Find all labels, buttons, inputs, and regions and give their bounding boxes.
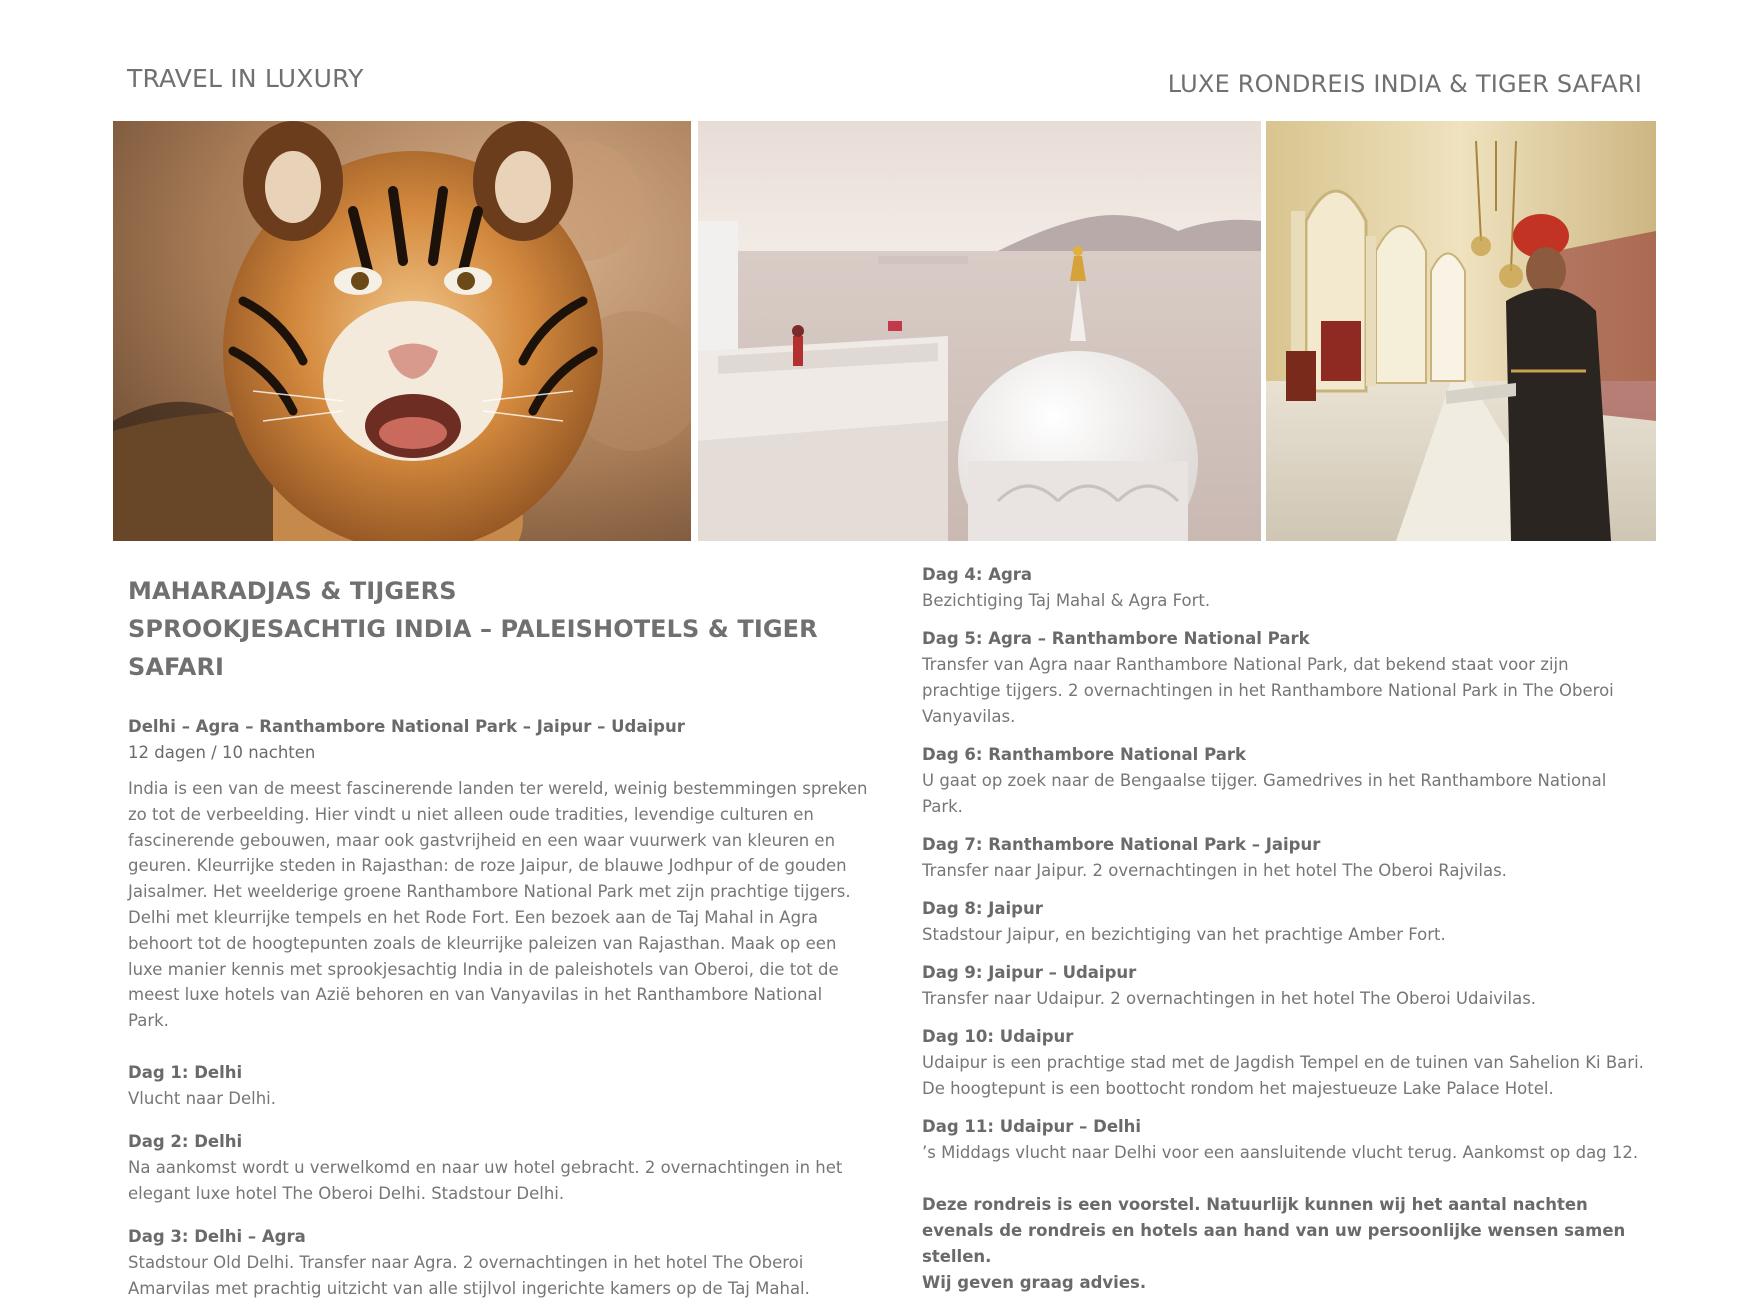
day-title: Dag 10: Udaipur xyxy=(922,1027,1074,1046)
day-title: Dag 2: Delhi xyxy=(128,1131,243,1151)
day-item xyxy=(922,832,1652,884)
day-item xyxy=(922,742,1652,820)
document-title: LUXE RONDREIS INDIA & TIGER SAFARI xyxy=(1167,70,1642,98)
day-item xyxy=(922,1024,1652,1102)
day-title: Dag 7: Ranthambore National Park – Jaipur xyxy=(922,835,1321,854)
main-heading xyxy=(128,572,868,686)
intro-text: India is een van de meest fascinerende landen ter wereld, weinig bestemmingen spreken zo tot de verbeelding. Hier vindt u niet alleen oude tradities, levendige culturen en fascinerende gebouwen, maar ook gastvrijheid en een waar vuurwerk van kleuren en geuren. Kleurrijke steden in Rajasthan: de roze Jaipur, de blauwe Jodhpur of de gouden Jaisalmer. Het weelderige groene Ranthambore National Park met zijn prachtige tijgers. Delhi met kleurrijke tempels en het Rode Fort. Een bezoek aan de Taj Mahal in Agra behoort tot de hoogtepunten zoals de kleurrijke paleizen van Rajasthan. Maak op een luxe manier kennis met sprookjesachtig India in de paleishotels van Oberoi, die tot de meest luxe hotels van Azië behoren en van Vanyavilas in het Ranthambore National Park. xyxy=(128,779,868,1031)
day-text: Transfer naar Jaipur. 2 overnachtingen in het hotel The Oberoi Rajvilas. xyxy=(922,861,1507,880)
day-text: Transfer naar Udaipur. 2 overnachtingen in het hotel The Oberoi Udaivilas. xyxy=(922,989,1537,1008)
day-item xyxy=(922,626,1652,730)
day-text: ’s Middags vlucht naar Delhi voor een aansluitende vlucht terug. Aankomst op dag 12. xyxy=(922,1143,1639,1162)
day-title: Dag 5: Agra – Ranthambore National Park xyxy=(922,629,1310,648)
lake-palace-photo xyxy=(698,121,1261,541)
day-text: Bezichtiging Taj Mahal & Agra Fort. xyxy=(922,591,1211,610)
day-title: Dag 9: Jaipur – Udaipur xyxy=(922,963,1137,982)
day-title: Dag 8: Jaipur xyxy=(922,899,1043,918)
heading-line-2: SPROOKJESACHTIG INDIA – PALEISHOTELS & TIGER SAFARI xyxy=(128,615,818,681)
day-item xyxy=(128,1224,868,1302)
day-item xyxy=(922,896,1652,948)
day-item xyxy=(128,1129,868,1207)
day-item xyxy=(922,960,1652,1012)
tiger-photo xyxy=(113,121,691,541)
closing-line-2: Wij geven graag advies. xyxy=(922,1273,1147,1292)
day-title: Dag 3: Delhi – Agra xyxy=(128,1226,306,1246)
route: Delhi – Agra – Ranthambore National Park – Jaipur – Udaipur xyxy=(128,717,685,736)
closing-note xyxy=(922,1192,1652,1296)
day-text: Transfer van Agra naar Ranthambore National Park, dat bekend staat voor zijn prachtige tijgers. 2 overnachtingen in het Ranthambore National Park in The Oberoi Vanyavilas. xyxy=(922,655,1614,726)
day-text: Na aankomst wordt u verwelkomd en naar uw hotel gebracht. 2 overnachtingen in het elegant luxe hotel The Oberoi Delhi. Stadstour Delhi. xyxy=(128,1157,843,1203)
palace-corridor-photo xyxy=(1266,121,1656,541)
heading-line-1: MAHARADJAS & TIJGERS xyxy=(128,577,457,605)
day-text: U gaat op zoek naar de Bengaalse tijger. Gamedrives in het Ranthambore National Park. xyxy=(922,771,1607,816)
day-item xyxy=(922,562,1652,614)
closing-line-1: Deze rondreis is een voorstel. Natuurlijk kunnen wij het aantal nachten evenals de rondreis en hotels aan hand van uw persoonlijke wensen samen stellen. xyxy=(922,1195,1626,1266)
day-title: Dag 4: Agra xyxy=(922,565,1033,584)
day-item xyxy=(128,1060,868,1112)
day-title: Dag 11: Udaipur – Delhi xyxy=(922,1117,1142,1136)
left-column xyxy=(128,572,868,1302)
photo-strip xyxy=(113,121,1656,541)
day-item xyxy=(922,1114,1652,1166)
right-column xyxy=(922,562,1652,1296)
day-text: Stadstour Old Delhi. Transfer naar Agra. 2 overnachtingen in het hotel The Oberoi Amarvilas met prachtig uitzicht van alle stijlvol ingerichte kamers op de Taj Mahal. xyxy=(128,1252,810,1298)
duration: 12 dagen / 10 nachten xyxy=(128,743,316,762)
day-title: Dag 1: Delhi xyxy=(128,1062,243,1082)
brand-title: TRAVEL IN LUXURY xyxy=(127,64,364,93)
day-text: Stadstour Jaipur, en bezichtiging van het prachtige Amber Fort. xyxy=(922,925,1446,944)
day-title: Dag 6: Ranthambore National Park xyxy=(922,745,1246,764)
day-text: Vlucht naar Delhi. xyxy=(128,1088,277,1108)
day-text: Udaipur is een prachtige stad met de Jagdish Tempel en de tuinen van Sahelion Ki Bari. De hoogtepunt is een boottocht rondom het majestueuze Lake Palace Hotel. xyxy=(922,1053,1644,1098)
